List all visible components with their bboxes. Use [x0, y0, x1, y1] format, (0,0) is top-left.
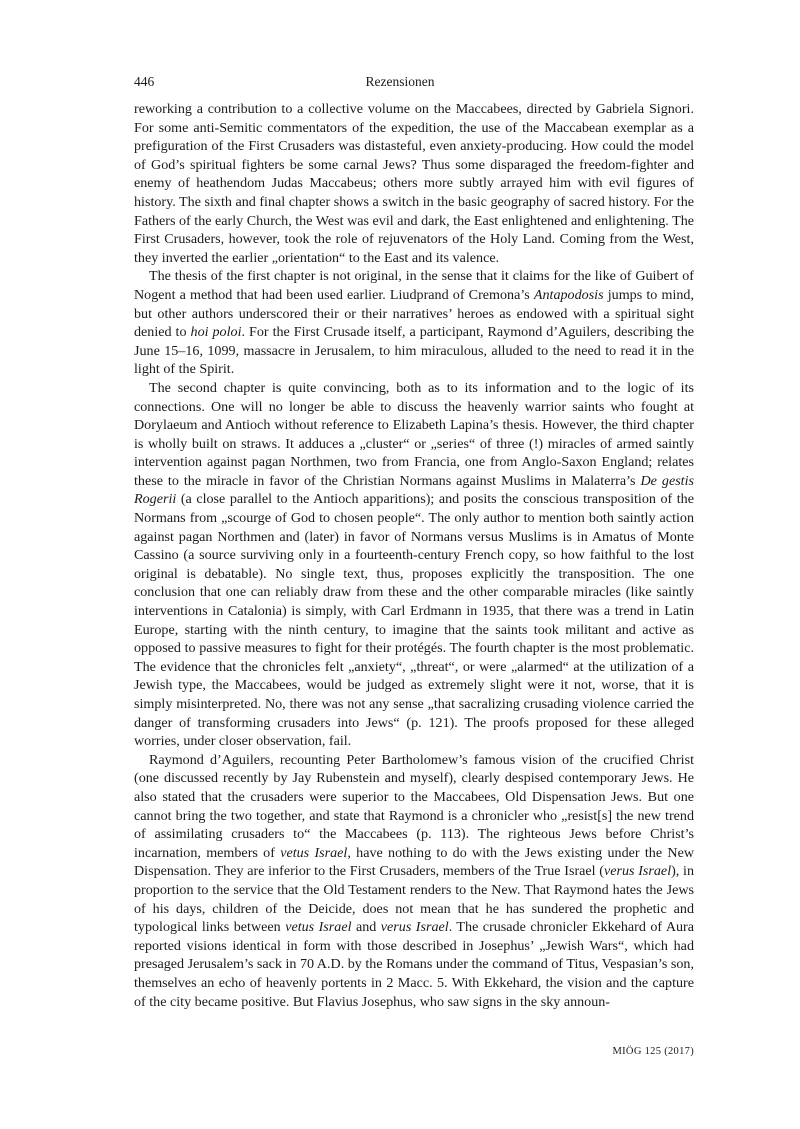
italic-term: vetus Israel: [280, 844, 348, 861]
journal-footer: MIÖG 125 (2017): [612, 1046, 694, 1057]
paragraph: [134, 379, 694, 751]
italic-term: verus Israel: [603, 863, 672, 880]
text-run: The thesis of the first chapter is not original, in the sense that it claims for the like of Guibert of Nogent a method that had been used earlier. Liudprand of Cremona’s: [134, 268, 694, 303]
italic-term: vetus Israel: [285, 919, 352, 936]
text-run: and: [351, 919, 381, 936]
text-run: ), in proportion to the service that the Old Testament renders to the New. That Raymond hates the Jews of his days, children of the Deicide, does not mean that he has sundered the prophetic and typological links between: [134, 863, 695, 936]
italic-term: verus Israel: [380, 919, 449, 936]
paragraph: [134, 751, 694, 1011]
text-run: . For the First Crusade itself, a participant, Raymond d’Aguilers, describing the June 15–16, 1099, massacre in Jerusalem, to him miraculous, alluded to the need to read it in the light of the Spirit.: [134, 324, 695, 378]
text-run: , have nothing to do with the Jews existing under the New Dispensation. They are inferior to the First Crusaders, members of the True Israel (: [134, 844, 695, 880]
text-run: jumps to mind, but other authors underscored their or their narratives’ heroes as endowed with a spiritual sight denied to: [134, 286, 694, 341]
page-number: 446: [134, 74, 155, 89]
body-text: [134, 100, 694, 1011]
text-run: (a close parallel to the Antioch apparitions); and posits the conscious transposition of the Normans from „scourge of God to chosen people“. The only author to mention both saintly action against pagan Northmen and (later) in favor of Normans versus Muslims is in Amatus of Monte Cassino (a source surviving only in a fourteenth-century French copy, so how faithful to the lost original is debatable). No single text, thus, proposes explicitly the transposition. The one conclusion that one can reliably draw from these and the other comparable miracles (like saintly interventions in Catalonia) is simply, with Carl Erdmann in 1935, that there was a trend in Latin Europe, starting with the ninth century, to imagine that the saints took militant and active as opposed to passive measures to fight for their protégés. The fourth chapter is the most problematic. The evidence that the chronicles felt „anxiety“, „threat“, or were „alarmed“ at the utilization of a Jewish type, the Maccabees, would be judged as extremely slight were it not, worse, that it is simply misinterpreted. No, there was not any sense „that sacralizing crusading violence carried the danger of transforming crusaders into Jews“ (p. 121). The proofs proposed for these alleged worries, under closer observation, fail.: [134, 491, 694, 750]
text-run: The second chapter is quite convincing, both as to its information and to the logic of its connections. One will no longer be able to discuss the heavenly warrior saints who fought at Dorylaeum and Antioch without reference to Elizabeth Lapina’s thesis. However, the third chapter is wholly built on straws. It adduces a „cluster“ or „series“ of three (!) miracles of armed saintly intervention against pagan Northmen, two from Francia, one from Anglo-Saxon England; relates these to the miracle in favor of the Christian Normans against Muslims in Malaterra’s: [134, 379, 694, 489]
italic-term: hoi poloi: [190, 324, 242, 341]
paragraph: [134, 267, 694, 379]
running-head: Rezensionen: [365, 74, 435, 89]
italic-term: De gestis Rogerii: [134, 472, 694, 508]
paragraph: [134, 100, 694, 267]
italic-term: Antapodosis: [533, 286, 604, 303]
text-run: Raymond d’Aguilers, recounting Peter Bartholomew’s famous vision of the crucified Christ (one discussed recently by Jay Rubenstein and myself), clearly despised contemporary Jews. He also stated that the crusaders were superior to the Maccabees, Old Dispensation Jews. But one cannot bring the two together, and state that Raymond is a chronicler who „resist[s] the new trend of assimilating crusaders to“ the Maccabees (p. 113). The righteous Jews before Christ’s incarnation, members of: [134, 751, 694, 861]
text-run: . The crusade chronicler Ekkehard of Aura reported visions identical in form with those described in Josephus’ „Jewish Wars“, which had presaged Jerusalem’s sack in 70 A.D. by the Romans under the command of Titus, Vespasian’s son, themselves an echo of heavenly portents in 2 Macc. 5. With Ekkehard, the vision and the capture of the city became positive. But Flavius Josephus, who saw signs in the sky announ-: [134, 919, 694, 1010]
text-run: reworking a contribution to a collective volume on the Maccabees, directed by Gabriela Signori. For some anti-Semitic commentators of the expedition, the use of the Maccabean exemplar as a prefiguration of the First Crusaders was distasteful, even anxiety-producing. How could the model of God’s spiritual fighters be some carnal Jews? Thus some disparaged the freedom-fighter and enemy of heathendom Judas Maccabeus; others more subtly arrayed him with evil figures of history. The sixth and final chapter shows a switch in the basic geography of sacred history. For the Fathers of the early Church, the West was evil and dark, the East enlightened and enlightening. The First Crusaders, however, took the role of rejuvenators of the Holy Land. Coming from the West, they inverted the earlier „orientation“ to the East and its valence.: [134, 101, 694, 266]
